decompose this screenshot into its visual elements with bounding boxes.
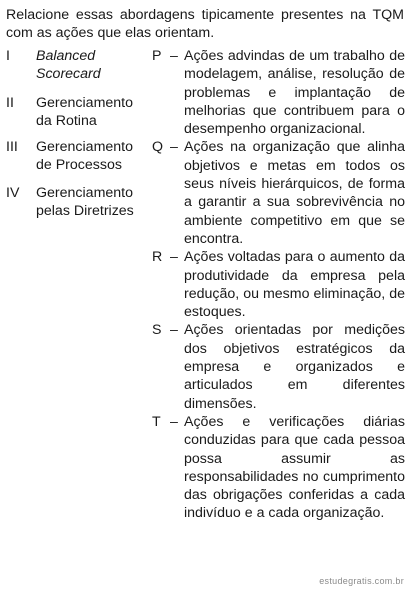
action-letter: S: [152, 322, 162, 339]
site-watermark: estudegratis.com.br: [319, 576, 404, 586]
approach-label: Gerenciamento de Processos: [36, 139, 133, 173]
action-letter: T: [152, 413, 161, 430]
action-text: Ações orientadas por medições dos objetivos estratégicos da empresa e organizados e articulados em diferentes dimensões.: [184, 322, 405, 412]
approach-label: Gerenciamento da Rotina: [36, 95, 133, 129]
action-text: Ações voltadas para o aumento da produtividade da empresa pela redução, ou mesmo eliminação, de estoques.: [184, 249, 405, 321]
approach-number: IV: [6, 185, 20, 201]
approach-item: [6, 94, 146, 130]
action-dash: –: [170, 322, 178, 339]
action-item: [152, 321, 410, 412]
question-intro: Relacione essas abordagens tipicamente presentes na TQM com as ações que elas orientam.: [6, 7, 404, 41]
action-dash: –: [170, 413, 178, 430]
action-item: [152, 248, 410, 321]
action-text: Ações na organização que alinha objetivos e metas em todos os seus níveis hierárquicos, de forma a garantir a sua sobrevivência no ambiente competitivo em que se encontra.: [184, 139, 405, 247]
action-dash: –: [170, 249, 178, 266]
action-item: [152, 413, 410, 523]
action-dash: –: [170, 48, 178, 64]
actions-column: [152, 47, 410, 523]
action-item: [152, 47, 410, 138]
approach-item: [6, 47, 146, 83]
action-text: Ações e verificações diárias conduzidas para que cada pessoa possa assumir as responsabilidades no cumprimento das obrigações conferidas a cada indivíduo e a cada organização.: [184, 413, 405, 522]
action-letter: R: [152, 249, 163, 266]
approach-label: Balanced Scorecard: [36, 48, 101, 82]
approach-item: [6, 138, 146, 174]
action-letter: Q: [152, 139, 164, 156]
approach-number: II: [6, 95, 14, 111]
approach-number: I: [6, 48, 10, 64]
approaches-column: [6, 47, 146, 220]
action-letter: P: [152, 48, 162, 64]
approach-label: Gerenciamento pelas Diretrizes: [36, 185, 134, 219]
approach-number: III: [6, 139, 18, 155]
action-item: [152, 138, 410, 248]
action-dash: –: [170, 139, 178, 156]
action-text: Ações advindas de um trabalho de modelagem, análise, resolução de problemas e implantação de melhorias que contribuem para o desempenho organizacional.: [184, 48, 405, 138]
approach-item: [6, 184, 146, 220]
